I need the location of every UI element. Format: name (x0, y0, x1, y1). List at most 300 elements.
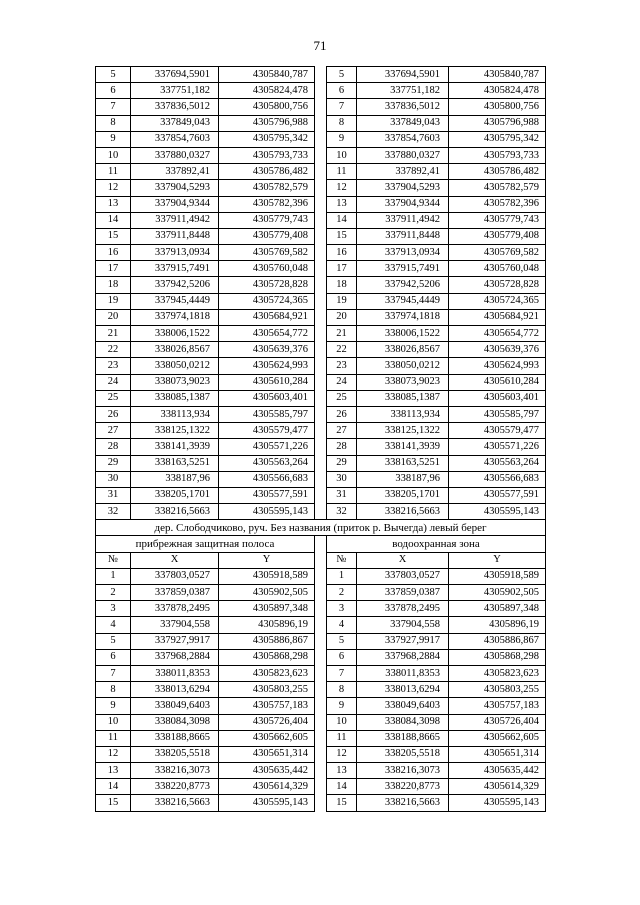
point-number: 4 (96, 617, 131, 633)
coord-y: 4305635,442 (449, 763, 546, 779)
point-number: 6 (96, 649, 131, 665)
column-gap (315, 164, 327, 180)
point-number: 19 (327, 293, 357, 309)
column-gap (315, 212, 327, 228)
column-gap (315, 99, 327, 115)
coord-y: 4305662,605 (449, 730, 546, 746)
coord-x: 337927,9917 (131, 633, 219, 649)
point-number: 28 (96, 439, 131, 455)
coord-x: 338187,96 (357, 471, 449, 487)
point-number: 25 (327, 390, 357, 406)
right-zone-title: водоохранная зона (327, 536, 546, 552)
page-number: 71 (313, 38, 327, 53)
coord-x: 338216,5663 (131, 504, 219, 520)
point-number: 17 (327, 261, 357, 277)
point-number: 8 (96, 682, 131, 698)
coord-y: 4305639,376 (449, 342, 546, 358)
section-title: дер. Слободчиково, руч. Без названия (приток р. Вычегда) левый берег (96, 520, 546, 536)
point-number: 7 (96, 99, 131, 115)
column-gap (315, 261, 327, 277)
coord-x: 338125,1322 (131, 423, 219, 439)
coord-y: 4305603,401 (449, 390, 546, 406)
point-number: 9 (96, 131, 131, 147)
point-number: 5 (96, 67, 131, 83)
column-gap (315, 568, 327, 584)
table-row (96, 83, 546, 99)
coord-x: 337878,2495 (131, 601, 219, 617)
table-row (96, 131, 546, 147)
coord-y: 4305614,329 (219, 779, 315, 795)
table-row (96, 585, 546, 601)
point-number: 4 (327, 617, 357, 633)
table-row (96, 261, 546, 277)
coord-x: 337803,0527 (357, 568, 449, 584)
coord-x: 338216,3073 (131, 763, 219, 779)
coord-x: 338050,0212 (131, 358, 219, 374)
point-number: 9 (327, 131, 357, 147)
coord-y: 4305824,478 (219, 83, 315, 99)
coord-x: 337904,9344 (131, 196, 219, 212)
point-number: 11 (327, 164, 357, 180)
column-gap (315, 779, 327, 795)
table-row (96, 212, 546, 228)
coord-y: 4305595,143 (449, 504, 546, 520)
coord-x: 337911,8448 (131, 228, 219, 244)
column-gap (315, 617, 327, 633)
coord-y: 4305595,143 (219, 795, 315, 811)
coord-x: 338141,3939 (357, 439, 449, 455)
column-gap (315, 795, 327, 811)
coord-x: 337942,5206 (131, 277, 219, 293)
coord-y: 4305654,772 (219, 326, 315, 342)
table-row (96, 763, 546, 779)
point-number: 27 (96, 423, 131, 439)
point-number: 26 (96, 406, 131, 422)
table-row (96, 390, 546, 406)
coord-y: 4305803,255 (449, 682, 546, 698)
point-number: 22 (96, 342, 131, 358)
point-number: 18 (327, 277, 357, 293)
coord-x: 337911,4942 (131, 212, 219, 228)
table-row (96, 649, 546, 665)
coord-x: 338220,8773 (357, 779, 449, 795)
point-number: 7 (327, 665, 357, 681)
coord-y: 4305726,404 (449, 714, 546, 730)
coord-y: 4305614,329 (449, 779, 546, 795)
coord-y: 4305595,143 (219, 504, 315, 520)
coord-y: 4305624,993 (449, 358, 546, 374)
coord-y: 4305760,048 (449, 261, 546, 277)
coord-x: 338006,1522 (131, 326, 219, 342)
point-number: 9 (96, 698, 131, 714)
column-gap (315, 423, 327, 439)
coord-y: 4305902,505 (219, 585, 315, 601)
table-row (96, 358, 546, 374)
point-number: 12 (327, 746, 357, 762)
column-gap (315, 293, 327, 309)
point-number: 27 (327, 423, 357, 439)
column-gap (315, 228, 327, 244)
column-gap (315, 665, 327, 681)
coord-y: 4305769,582 (449, 245, 546, 261)
point-number: 30 (96, 471, 131, 487)
coord-y: 4305585,797 (219, 406, 315, 422)
coord-y: 4305571,226 (219, 439, 315, 455)
coord-y: 4305571,226 (449, 439, 546, 455)
coord-x: 338216,5663 (131, 795, 219, 811)
table-row (96, 698, 546, 714)
point-number: 14 (96, 212, 131, 228)
coord-y: 4305779,743 (449, 212, 546, 228)
coord-x: 338163,5251 (131, 455, 219, 471)
table-row (96, 406, 546, 422)
coord-y: 4305918,589 (219, 568, 315, 584)
column-gap (315, 633, 327, 649)
coord-y: 4305800,756 (449, 99, 546, 115)
column-gap (315, 714, 327, 730)
coord-x: 338085,1387 (357, 390, 449, 406)
coord-y: 4305577,591 (219, 487, 315, 503)
point-number: 10 (327, 714, 357, 730)
point-number: 30 (327, 471, 357, 487)
coord-x: 338013,6294 (131, 682, 219, 698)
coord-y: 4305760,048 (219, 261, 315, 277)
table-row (96, 730, 546, 746)
point-number: 15 (327, 795, 357, 811)
coord-x: 337942,5206 (357, 277, 449, 293)
coord-x: 338141,3939 (131, 439, 219, 455)
coord-y: 4305684,921 (219, 309, 315, 325)
point-number: 8 (327, 115, 357, 131)
coord-y: 4305779,743 (219, 212, 315, 228)
point-number: 31 (96, 487, 131, 503)
coord-x: 337694,5901 (131, 67, 219, 83)
point-number: 9 (327, 698, 357, 714)
coord-x: 338006,1522 (357, 326, 449, 342)
coord-x: 337913,0934 (131, 245, 219, 261)
column-gap (315, 390, 327, 406)
coord-x: 338050,0212 (357, 358, 449, 374)
coord-x: 337913,0934 (357, 245, 449, 261)
coord-y: 4305886,867 (219, 633, 315, 649)
table-row (96, 309, 546, 325)
point-number: 11 (96, 164, 131, 180)
col-header-y: Y (219, 552, 315, 568)
table-row (96, 374, 546, 390)
column-gap (315, 147, 327, 163)
coord-y: 4305902,505 (449, 585, 546, 601)
point-number: 15 (96, 228, 131, 244)
point-number: 28 (327, 439, 357, 455)
point-number: 10 (96, 147, 131, 163)
point-number: 7 (96, 665, 131, 681)
coord-y: 4305868,298 (219, 649, 315, 665)
table-row (96, 277, 546, 293)
column-gap (315, 358, 327, 374)
point-number: 13 (96, 763, 131, 779)
column-gap (315, 536, 327, 552)
point-number: 2 (96, 585, 131, 601)
coord-x: 337836,5012 (357, 99, 449, 115)
column-gap (315, 326, 327, 342)
point-number: 5 (96, 633, 131, 649)
coord-x: 338163,5251 (357, 455, 449, 471)
coord-x: 337927,9917 (357, 633, 449, 649)
table-row (96, 633, 546, 649)
table-row (96, 196, 546, 212)
table-row (96, 67, 546, 83)
coord-y: 4305793,733 (449, 147, 546, 163)
coord-x: 338113,934 (357, 406, 449, 422)
table-row (96, 665, 546, 681)
coord-x: 338026,8567 (131, 342, 219, 358)
coord-x: 337911,8448 (357, 228, 449, 244)
coord-y: 4305786,482 (449, 164, 546, 180)
column-gap (315, 131, 327, 147)
point-number: 17 (96, 261, 131, 277)
column-gap (315, 439, 327, 455)
point-number: 23 (96, 358, 131, 374)
coord-x: 337968,2884 (357, 649, 449, 665)
coord-y: 4305782,579 (219, 180, 315, 196)
coord-y: 4305728,828 (219, 277, 315, 293)
coord-x: 337859,0387 (357, 585, 449, 601)
point-number: 6 (327, 649, 357, 665)
coord-y: 4305782,396 (449, 196, 546, 212)
point-number: 10 (327, 147, 357, 163)
coord-x: 337751,182 (131, 83, 219, 99)
coord-y: 4305585,797 (449, 406, 546, 422)
coord-y: 4305897,348 (219, 601, 315, 617)
coord-y: 4305639,376 (219, 342, 315, 358)
table-row (96, 779, 546, 795)
coord-x: 337915,7491 (131, 261, 219, 277)
coord-x: 337854,7603 (131, 131, 219, 147)
coord-x: 338216,5663 (357, 504, 449, 520)
coord-x: 338220,8773 (131, 779, 219, 795)
coord-y: 4305840,787 (219, 67, 315, 83)
coord-x: 338188,8665 (357, 730, 449, 746)
table2-body (96, 568, 546, 811)
coord-y: 4305603,401 (219, 390, 315, 406)
point-number: 6 (96, 83, 131, 99)
col-header-x: X (357, 552, 449, 568)
point-number: 13 (96, 196, 131, 212)
table-row (96, 423, 546, 439)
point-number: 1 (96, 568, 131, 584)
coord-y: 4305566,683 (219, 471, 315, 487)
coord-y: 4305563,264 (449, 455, 546, 471)
coord-x: 337880,0327 (131, 147, 219, 163)
table-row (96, 342, 546, 358)
coord-x: 337892,41 (131, 164, 219, 180)
col-header-y: Y (449, 552, 546, 568)
table-row (96, 601, 546, 617)
coord-y: 4305577,591 (449, 487, 546, 503)
coord-y: 4305897,348 (449, 601, 546, 617)
column-gap (315, 180, 327, 196)
coordinates-table (95, 66, 546, 812)
coord-x: 338187,96 (131, 471, 219, 487)
coord-y: 4305868,298 (449, 649, 546, 665)
coord-x: 337904,5293 (357, 180, 449, 196)
point-number: 26 (327, 406, 357, 422)
column-gap (315, 196, 327, 212)
point-number: 3 (327, 601, 357, 617)
coord-x: 338216,5663 (357, 795, 449, 811)
point-number: 2 (327, 585, 357, 601)
column-gap (315, 585, 327, 601)
point-number: 14 (327, 779, 357, 795)
coord-x: 338049,6403 (131, 698, 219, 714)
coord-x: 337904,9344 (357, 196, 449, 212)
coord-y: 4305684,921 (449, 309, 546, 325)
coord-y: 4305800,756 (219, 99, 315, 115)
table-row (96, 504, 546, 520)
point-number: 12 (327, 180, 357, 196)
coord-x: 337854,7603 (357, 131, 449, 147)
coord-y: 4305635,442 (219, 763, 315, 779)
table-row (96, 293, 546, 309)
table1-body (96, 67, 546, 520)
coord-x: 338073,9023 (131, 374, 219, 390)
point-number: 24 (96, 374, 131, 390)
table-row (96, 245, 546, 261)
table-row (96, 326, 546, 342)
point-number: 13 (327, 196, 357, 212)
column-gap (315, 67, 327, 83)
coord-x: 337859,0387 (131, 585, 219, 601)
coord-y: 4305796,988 (219, 115, 315, 131)
coord-x: 338113,934 (131, 406, 219, 422)
table-row (96, 180, 546, 196)
coord-x: 338188,8665 (131, 730, 219, 746)
column-gap (315, 406, 327, 422)
coord-y: 4305823,623 (449, 665, 546, 681)
column-gap (315, 730, 327, 746)
column-gap (315, 245, 327, 261)
coord-y: 4305757,183 (449, 698, 546, 714)
coord-x: 338073,9023 (357, 374, 449, 390)
coord-y: 4305823,623 (219, 665, 315, 681)
coord-y: 4305726,404 (219, 714, 315, 730)
point-number: 29 (327, 455, 357, 471)
coord-y: 4305769,582 (219, 245, 315, 261)
left-zone-title: прибрежная защитная полоса (96, 536, 315, 552)
point-number: 18 (96, 277, 131, 293)
col-header-no: № (327, 552, 357, 568)
table-row (96, 99, 546, 115)
coord-y: 4305918,589 (449, 568, 546, 584)
coord-y: 4305654,772 (449, 326, 546, 342)
point-number: 12 (96, 180, 131, 196)
coord-x: 338205,1701 (131, 487, 219, 503)
coord-x: 338084,3098 (357, 714, 449, 730)
column-gap (315, 649, 327, 665)
point-number: 12 (96, 746, 131, 762)
coord-y: 4305779,408 (219, 228, 315, 244)
table-row (96, 746, 546, 762)
point-number: 15 (96, 795, 131, 811)
coord-y: 4305786,482 (219, 164, 315, 180)
point-number: 8 (96, 115, 131, 131)
coord-y: 4305724,365 (449, 293, 546, 309)
coord-x: 338026,8567 (357, 342, 449, 358)
column-gap (315, 455, 327, 471)
point-number: 15 (327, 228, 357, 244)
table-row (96, 439, 546, 455)
point-number: 8 (327, 682, 357, 698)
coord-x: 337836,5012 (131, 99, 219, 115)
coord-x: 337974,1818 (357, 309, 449, 325)
table-row (96, 617, 546, 633)
coord-x: 338205,5518 (357, 746, 449, 762)
coord-y: 4305651,314 (449, 746, 546, 762)
table-row (96, 714, 546, 730)
col-header-x: X (131, 552, 219, 568)
table-row (96, 147, 546, 163)
coord-y: 4305795,342 (219, 131, 315, 147)
col-header-no: № (96, 552, 131, 568)
coord-x: 338216,3073 (357, 763, 449, 779)
point-number: 21 (96, 326, 131, 342)
coord-x: 338085,1387 (131, 390, 219, 406)
coord-x: 337880,0327 (357, 147, 449, 163)
table-row (96, 682, 546, 698)
coord-y: 4305610,284 (219, 374, 315, 390)
coord-x: 337849,043 (131, 115, 219, 131)
coord-y: 4305793,733 (219, 147, 315, 163)
point-number: 24 (327, 374, 357, 390)
coord-x: 337694,5901 (357, 67, 449, 83)
coord-y: 4305840,787 (449, 67, 546, 83)
point-number: 5 (327, 67, 357, 83)
point-number: 7 (327, 99, 357, 115)
coord-x: 338205,1701 (357, 487, 449, 503)
column-gap (315, 682, 327, 698)
point-number: 11 (96, 730, 131, 746)
coord-y: 4305782,579 (449, 180, 546, 196)
section-header (96, 520, 546, 569)
column-gap (315, 374, 327, 390)
point-number: 16 (327, 245, 357, 261)
coord-y: 4305624,993 (219, 358, 315, 374)
point-number: 31 (327, 487, 357, 503)
point-number: 14 (96, 779, 131, 795)
coord-x: 337751,182 (357, 83, 449, 99)
point-number: 32 (96, 504, 131, 520)
table-row (96, 487, 546, 503)
coord-x: 338084,3098 (131, 714, 219, 730)
coord-x: 337904,5293 (131, 180, 219, 196)
column-gap (315, 487, 327, 503)
coord-y: 4305796,988 (449, 115, 546, 131)
coord-x: 338049,6403 (357, 698, 449, 714)
coord-x: 337945,4449 (357, 293, 449, 309)
coord-x: 337803,0527 (131, 568, 219, 584)
coord-y: 4305896,19 (449, 617, 546, 633)
coord-x: 337904,558 (357, 617, 449, 633)
coord-y: 4305662,605 (219, 730, 315, 746)
point-number: 25 (96, 390, 131, 406)
coord-x: 337849,043 (357, 115, 449, 131)
coord-y: 4305724,365 (219, 293, 315, 309)
table-row (96, 228, 546, 244)
column-gap (315, 115, 327, 131)
coord-y: 4305803,255 (219, 682, 315, 698)
column-gap (315, 504, 327, 520)
coord-y: 4305824,478 (449, 83, 546, 99)
